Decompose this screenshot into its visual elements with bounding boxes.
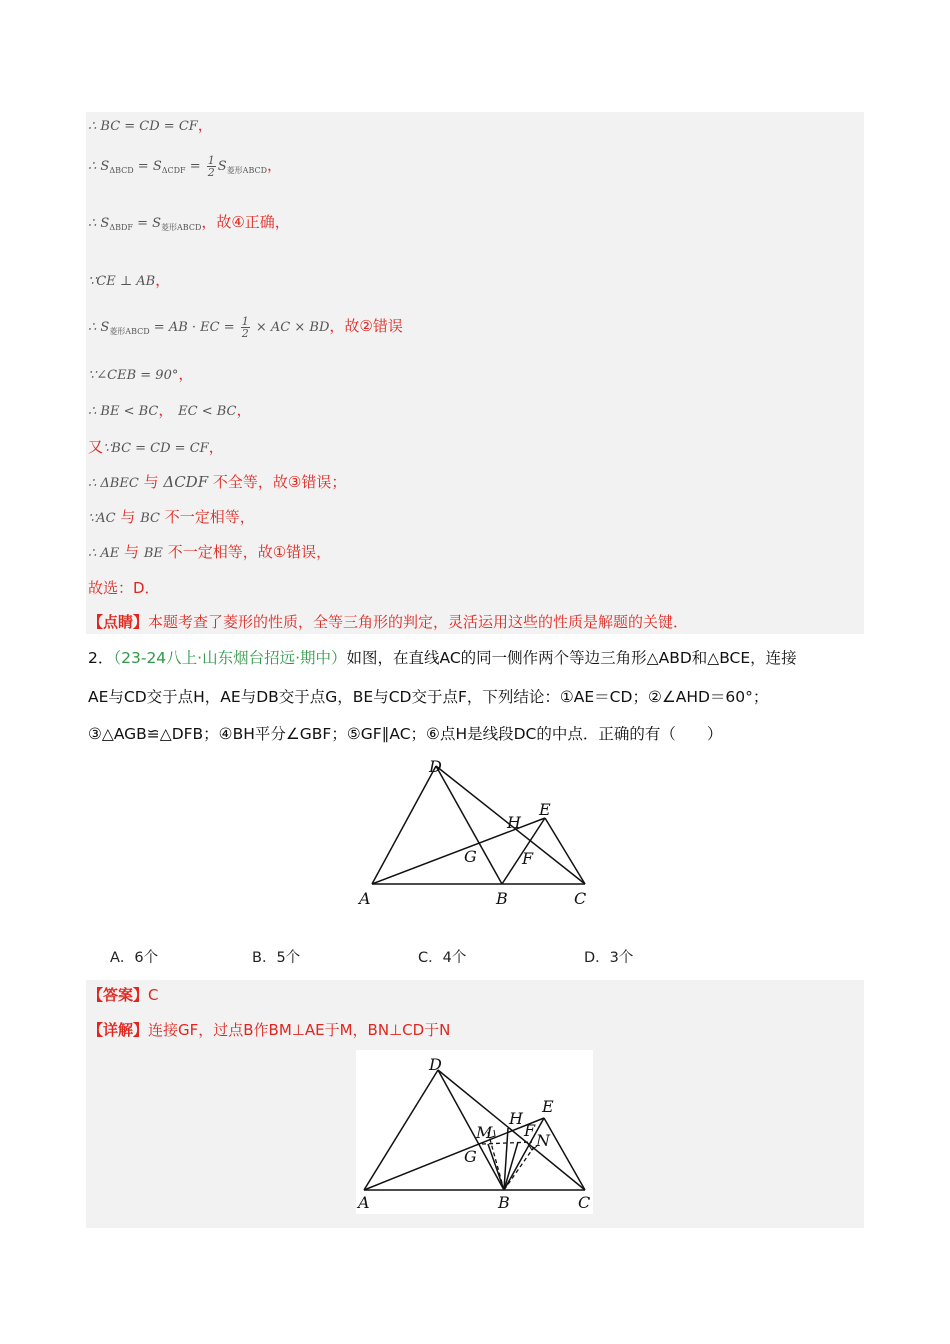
detail-label-g: G	[464, 1147, 477, 1166]
comment: 【点睛】本题考查了菱形的性质，全等三角形的判定，灵活运用这些的性质是解题的关键．	[88, 613, 689, 631]
label-f: F	[522, 849, 534, 868]
question-line-3: ③△AGB≌△DFB；④BH平分∠GBF；⑤GF∥AC；⑥点H是线段DC的中点．正确的有（ ）	[88, 725, 723, 743]
solution-line-6: ∵∠CEB = 90°，	[88, 365, 194, 383]
solution-line-11: ∴ AE 与 BE 不一定相等，故①错误，	[88, 543, 332, 561]
line-ad	[372, 766, 436, 884]
label-b: B	[496, 889, 508, 908]
detail-line-ad	[364, 1070, 438, 1190]
detail-figure	[356, 1050, 593, 1214]
detail-line-ae	[364, 1118, 544, 1190]
solution-line-5: ∴ $S_{菱形ABCD}$ = AB · EC = $\frac{1}{2}$ × AC × BD，故②错误	[88, 315, 403, 340]
detail-label-a: A	[358, 1193, 370, 1212]
label-e: E	[539, 800, 551, 819]
detail-label-n: N	[536, 1131, 550, 1150]
detail-label-h: H	[509, 1109, 523, 1128]
solution-line-2: ∴ $S_{\Delta BCD} = S_{\Delta CDF}$ = $\frac{1}{2}$ $S_{菱形ABCD}$，	[88, 154, 283, 179]
final-choice: 故选：D．	[88, 579, 160, 597]
solution-line-8: 又∵BC = CD = CF，	[88, 438, 224, 456]
label-c: C	[574, 889, 587, 908]
detail-line-bn	[504, 1147, 534, 1190]
option-d[interactable]: D．3个	[584, 950, 634, 966]
detail-figure-lines	[364, 1070, 585, 1190]
line-ec	[545, 818, 585, 884]
detail-label-m: M	[476, 1123, 493, 1142]
option-c[interactable]: C．4个	[418, 950, 467, 966]
question-source: （23-24八上·山东烟台招远·期中）	[113, 649, 347, 667]
solution-line-10: ∵AC 与 BC 不一定相等，	[88, 508, 255, 526]
detail-label-d: D	[429, 1055, 442, 1074]
solution-line-3: ∴ $S_{\Delta BDF} = S_{菱形ABCD}$，故④正确，	[88, 213, 290, 232]
question-line-1: 2．（23-24八上·山东烟台招远·期中）如图，在直线AC的同一侧作两个等边三角形△ABD和△BCE，连接	[88, 649, 797, 667]
solution-line-9: ∴ ΔBEC 与 ΔCDF 不全等，故③错误；	[88, 473, 347, 491]
detail-label-c: C	[578, 1193, 591, 1212]
fraction: $\frac{1}{2}$	[241, 315, 249, 340]
detail-line-dc	[438, 1070, 585, 1190]
question-line-2: AE与CD交于点H，AE与DB交于点G，BE与CD交于点F，下列结论：①AE＝CD；②∠AHD＝60°；	[88, 688, 769, 706]
detail: 【详解】连接GF，过点B作BM⊥AE于M，BN⊥CD于N	[88, 1021, 451, 1039]
label-h: H	[507, 813, 521, 832]
fraction: $\frac{1}{2}$	[207, 154, 215, 179]
detail-label-b: B	[498, 1193, 510, 1212]
line-db	[436, 766, 502, 884]
detail-line-ec	[544, 1118, 585, 1190]
question-figure	[355, 752, 605, 912]
solution-line-4: ∵CE ⊥ AB，	[88, 271, 171, 289]
label-d: D	[429, 757, 442, 776]
label-g: G	[464, 847, 477, 866]
figure-lines	[372, 766, 585, 884]
option-a[interactable]: A．6个	[110, 950, 159, 966]
detail-label-f: F	[524, 1121, 536, 1140]
solution-line-7: ∴ BE < BC， EC < BC，	[88, 401, 252, 419]
label-a: A	[359, 889, 371, 908]
detail-label-e: E	[542, 1097, 554, 1116]
solution-line-1: ∴ BC = CD = CF，	[88, 116, 213, 134]
answer: 【答案】C	[88, 986, 159, 1004]
option-b[interactable]: B．5个	[252, 950, 301, 966]
